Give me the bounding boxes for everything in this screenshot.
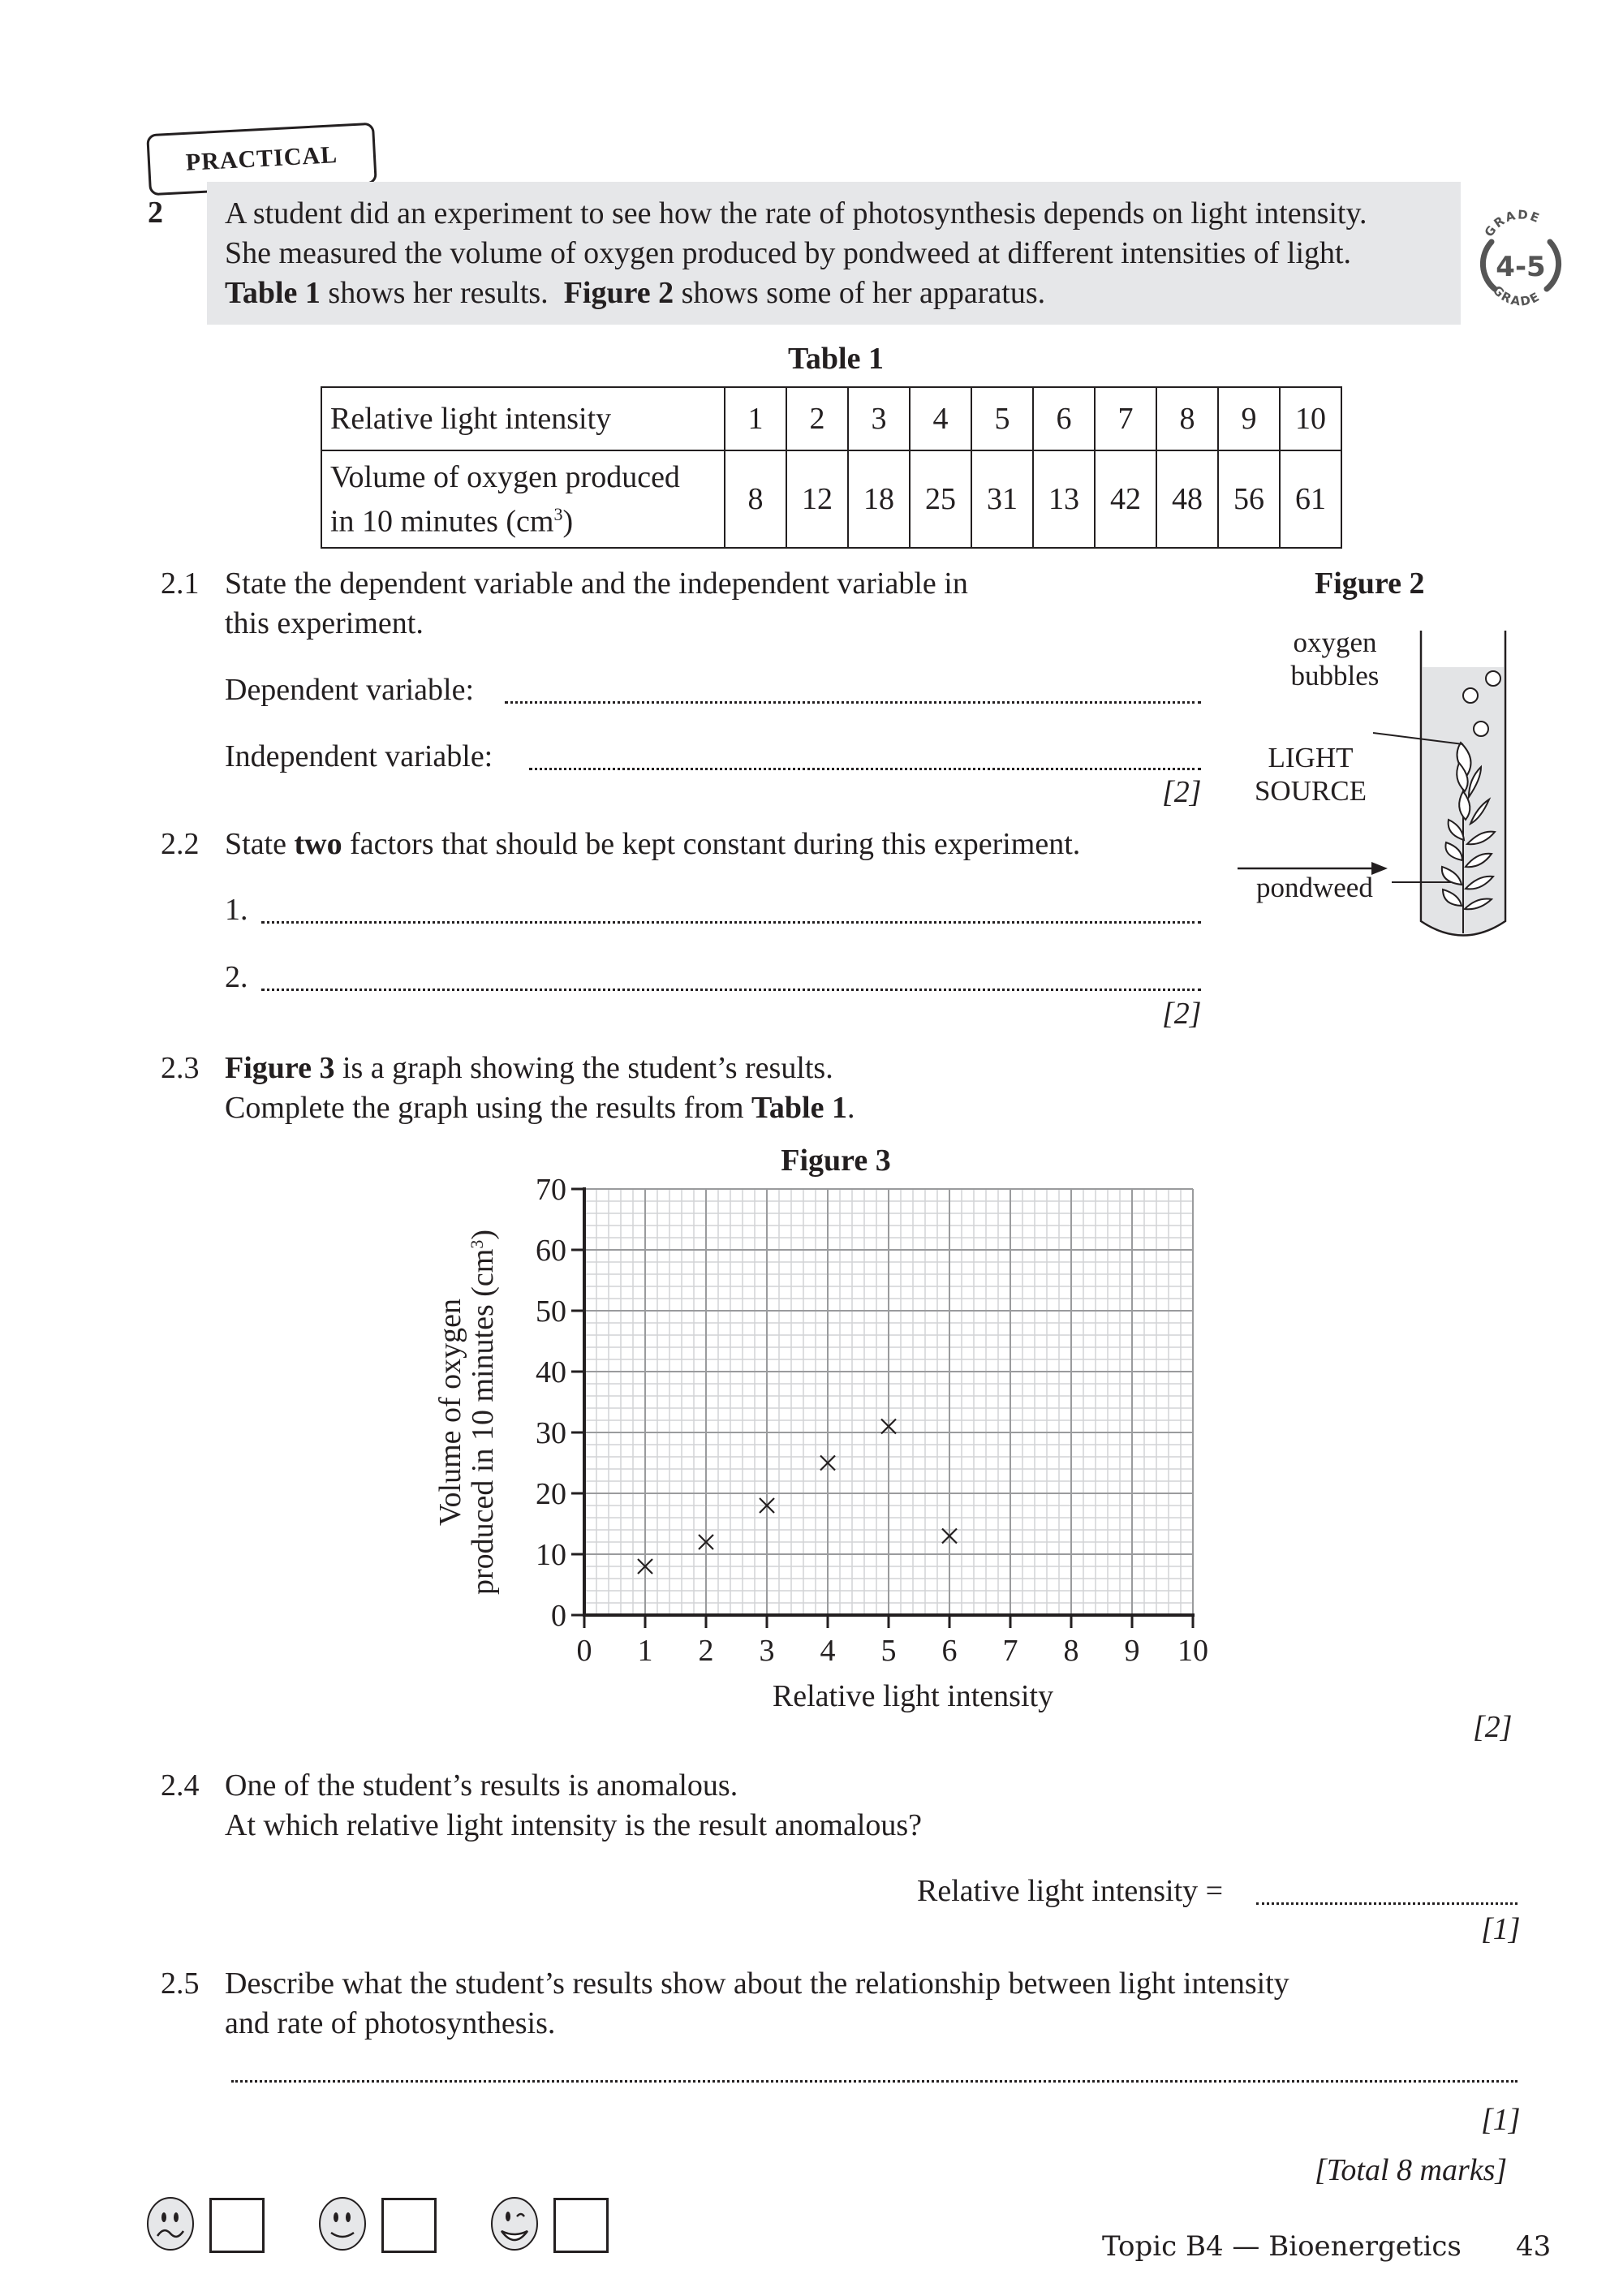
q2-2-text — [225, 825, 1080, 864]
q2-2-number: 2.2 — [161, 827, 200, 861]
q2-2-text-pre: State — [225, 827, 295, 861]
q2-1-marks: [2] — [1162, 775, 1202, 809]
intensity-cell: 1 — [725, 387, 786, 450]
q2-3-line2 — [225, 1088, 855, 1128]
row-header-volume — [321, 450, 725, 548]
q2-5-marks: [1] — [1481, 2103, 1521, 2137]
factor-2-answer-line[interactable] — [261, 989, 1201, 991]
intro-text — [225, 194, 1458, 313]
practical-label: PRACTICAL — [185, 141, 338, 176]
independent-variable-label: Independent variable: — [225, 739, 493, 773]
q2-3-line1 — [225, 1049, 833, 1088]
y-axis-label — [433, 1230, 500, 1595]
figure2-ref: Figure 2 — [563, 276, 674, 310]
y-tick-labels — [536, 1173, 566, 1633]
x-tick-label: 5 — [880, 1634, 897, 1668]
relationship-answer-line[interactable] — [231, 2080, 1518, 2083]
unsure-face-icon — [146, 2195, 195, 2252]
y-axis-label-line1: Volume of oxygen — [433, 1298, 467, 1527]
x-tick-label: 2 — [698, 1634, 714, 1668]
q2-4-marks: [1] — [1481, 1912, 1521, 1946]
x-tick-label: 0 — [576, 1634, 592, 1668]
volume-cell: 8 — [725, 450, 786, 548]
volume-cell: 42 — [1095, 450, 1156, 548]
x-tick-label: 6 — [941, 1634, 958, 1668]
intensity-cell: 5 — [971, 387, 1033, 450]
confident-face-icon — [490, 2195, 539, 2252]
intensity-cell: 10 — [1280, 387, 1341, 450]
intensity-cell: 3 — [848, 387, 910, 450]
y-axis-label-line2 — [466, 1230, 500, 1595]
q2-4-number: 2.4 — [161, 1768, 200, 1803]
q2-2-text-bold: two — [294, 827, 342, 861]
y-tick-label: 60 — [536, 1234, 566, 1268]
x-tick-label: 4 — [820, 1634, 836, 1668]
y-tick-label: 20 — [536, 1477, 566, 1511]
q2-2-marks: [2] — [1162, 997, 1202, 1031]
table1-title: Table 1 — [788, 342, 884, 376]
intro-line-1: A student did an experiment to see how the rate of photosynthesis depends on light intensity. — [225, 196, 1367, 230]
x-tick-label: 10 — [1177, 1634, 1208, 1668]
q2-5-line2: and rate of photosynthesis. — [225, 2006, 556, 2040]
y-tick-label: 50 — [536, 1294, 566, 1329]
q2-2-text-post: factors that should be kept constant during this experiment. — [342, 827, 1081, 861]
pondweed-label: pondweed — [1256, 872, 1373, 903]
x-tick-labels — [577, 1634, 1209, 1668]
x-axis-label: Relative light intensity — [772, 1679, 1054, 1713]
factor-1-label: 1. — [225, 893, 248, 927]
x-tick-label: 8 — [1063, 1634, 1079, 1668]
source-label: SOURCE — [1254, 775, 1367, 807]
q2-3-line2-end: . — [846, 1091, 855, 1125]
total-marks: [Total 8 marks] — [1315, 2153, 1508, 2187]
intensity-cell: 6 — [1033, 387, 1095, 450]
q2-1-number: 2.1 — [161, 566, 200, 601]
unsure-checkbox[interactable] — [209, 2198, 265, 2253]
dependent-variable-answer-line[interactable] — [505, 701, 1201, 704]
oxygen-bubbles-label — [1286, 626, 1384, 692]
svg-text:GRADE — [1490, 282, 1543, 307]
q2-1-line2: this experiment. — [225, 606, 424, 640]
y-tick-label: 40 — [536, 1355, 566, 1389]
factor-2-label: 2. — [225, 960, 248, 994]
y-tick-label: 30 — [536, 1416, 566, 1450]
major-grid — [584, 1189, 1193, 1615]
row-header-volume-line1: Volume of oxygen produced — [330, 459, 680, 494]
question-number: 2 — [148, 196, 163, 230]
y-axis-label-line2-text: produced in 10 minutes (cm — [466, 1248, 500, 1596]
q2-4-line2: At which relative light intensity is the result anomalous? — [225, 1808, 923, 1842]
oxygen-label: oxygen — [1293, 627, 1377, 658]
grade-bottom-text: GRADE — [1489, 282, 1543, 307]
figure3-title: Figure 3 — [781, 1144, 891, 1178]
volume-cell: 12 — [786, 450, 848, 548]
independent-variable-answer-line[interactable] — [529, 768, 1201, 770]
q2-3-marks: [2] — [1473, 1710, 1513, 1744]
q2-3-line2-text: Complete the graph using the results from — [225, 1091, 752, 1125]
intensity-cell: 4 — [910, 387, 971, 450]
row-header-volume-end: ) — [562, 504, 574, 539]
table-row-intensity — [321, 387, 1341, 450]
dependent-variable-label: Dependent variable: — [225, 673, 475, 707]
row-header-volume-sup: 3 — [553, 503, 563, 524]
anomalous-answer-label: Relative light intensity = — [917, 1874, 1224, 1908]
ok-checkbox[interactable] — [381, 2198, 437, 2253]
q2-1-line1: State the dependent variable and the independent variable in — [225, 566, 968, 601]
q2-4-line1: One of the student’s results is anomalous. — [225, 1768, 738, 1803]
results-table — [321, 386, 1342, 549]
grade-top-text: GRADE — [1481, 209, 1543, 240]
grade-value: 4-5 — [1496, 251, 1546, 283]
results-graph[interactable] — [422, 1169, 1233, 1721]
x-tick-label: 1 — [637, 1634, 653, 1668]
volume-cell: 56 — [1218, 450, 1280, 548]
bubble-icon — [1463, 688, 1478, 703]
figure2-title: Figure 2 — [1315, 566, 1425, 601]
table1-ref: Table 1 — [225, 276, 321, 310]
row-header-volume-text: in 10 minutes (cm — [330, 504, 554, 539]
intensity-cell: 2 — [786, 387, 848, 450]
svg-text:GRADE — [1482, 209, 1543, 239]
volume-cell: 48 — [1156, 450, 1218, 548]
volume-cell: 13 — [1033, 450, 1095, 548]
table1-ref-2: Table 1 — [751, 1091, 847, 1125]
grade-badge-icon — [1470, 209, 1568, 307]
intensity-cell: 7 — [1095, 387, 1156, 450]
intro-line-3-text-a: shows her results. — [320, 276, 564, 310]
intensity-cell: 8 — [1156, 387, 1218, 450]
q2-3-line1-text: is a graph showing the student’s results. — [334, 1051, 833, 1085]
volume-cell: 61 — [1280, 450, 1341, 548]
row-header-intensity: Relative light intensity — [321, 387, 725, 450]
intro-line-2: She measured the volume of oxygen produced by pondweed at different intensities of light. — [225, 236, 1352, 270]
intro-line-3-text-b: shows some of her apparatus. — [674, 276, 1046, 310]
confident-checkbox[interactable] — [553, 2198, 609, 2253]
data-points — [638, 1419, 957, 1574]
y-axis-label-sup: 3 — [466, 1239, 487, 1249]
y-tick-label: 10 — [536, 1538, 566, 1572]
bubble-icon — [1474, 722, 1488, 736]
y-tick-label: 0 — [551, 1599, 566, 1633]
volume-cell: 18 — [848, 450, 910, 548]
intensity-cell: 9 — [1218, 387, 1280, 450]
x-tick-label: 9 — [1124, 1634, 1140, 1668]
x-tick-label: 7 — [1002, 1634, 1018, 1668]
page-number: 43 — [1516, 2230, 1552, 2263]
y-axis-label-end: ) — [466, 1229, 500, 1240]
light-label: LIGHT — [1268, 742, 1354, 773]
volume-cell: 25 — [910, 450, 971, 548]
ok-face-icon — [318, 2195, 367, 2252]
q2-5-number: 2.5 — [161, 1966, 200, 2001]
intro-line-3 — [225, 274, 1458, 313]
q2-5-line1: Describe what the student’s results show about the relationship between light intensity — [225, 1966, 1289, 2001]
y-tick-label: 70 — [536, 1173, 566, 1207]
factor-1-answer-line[interactable] — [261, 921, 1201, 924]
footer-topic: Topic B4 — Bioenergetics — [1102, 2230, 1462, 2263]
q2-3-number: 2.3 — [161, 1051, 200, 1085]
bubble-icon — [1486, 671, 1500, 686]
table-row-volume — [321, 450, 1341, 548]
light-source-label — [1246, 741, 1375, 808]
volume-cell: 31 — [971, 450, 1033, 548]
anomalous-answer-line[interactable] — [1256, 1902, 1518, 1905]
bubbles-label: bubbles — [1290, 660, 1380, 691]
x-tick-label: 3 — [759, 1634, 775, 1668]
row-header-volume-line2 — [330, 496, 716, 541]
figure3-ref: Figure 3 — [225, 1051, 335, 1085]
light-arrow-head-icon — [1371, 862, 1388, 875]
